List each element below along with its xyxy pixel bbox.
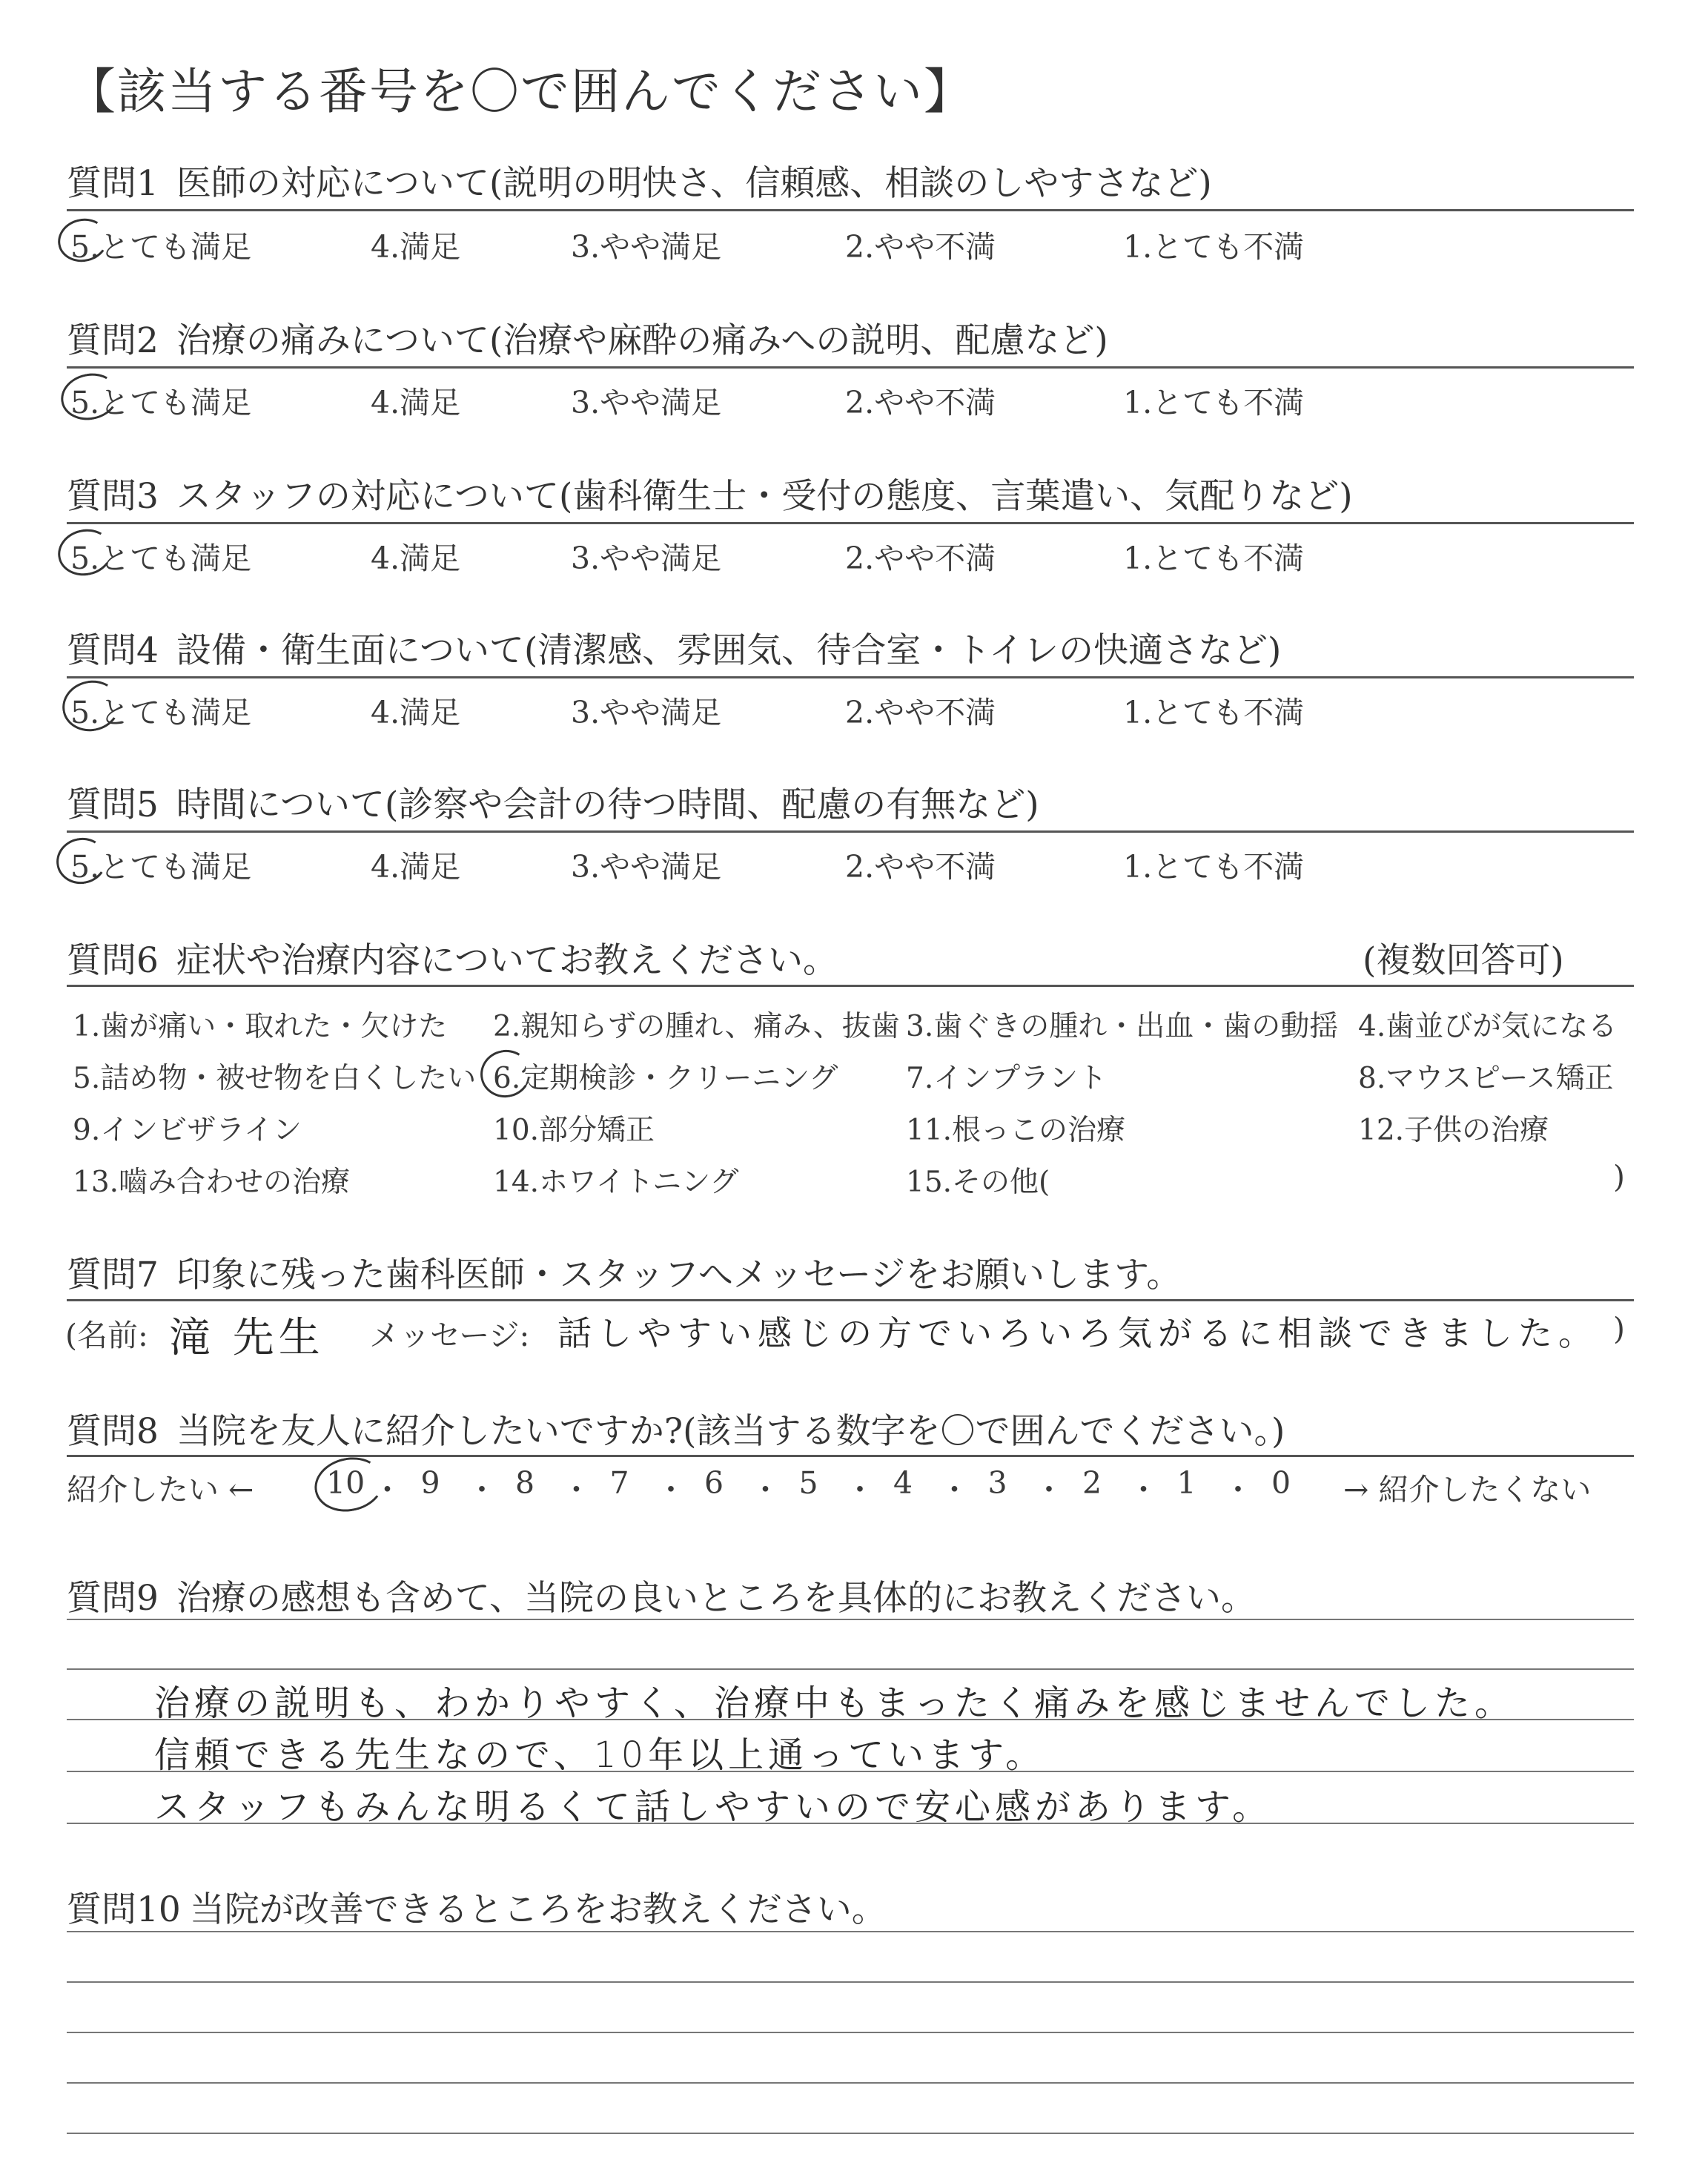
answer-text-line-2[interactable]: 信頼できる先生なので、10年以上通っています。 [154,1734,1046,1776]
divider [67,209,1634,211]
question-number: 質問8 [67,1411,159,1452]
scale-value-9[interactable]: 9 [420,1465,440,1501]
answer-line [67,2082,1634,2084]
q2-option-5[interactable]: 5.とても満足 [70,385,252,420]
scale-value-8[interactable]: 8 [515,1465,535,1501]
scale-separator: ・ [655,1472,686,1507]
q6-option-2[interactable]: 2.親知らずの腫れ、痛み、抜歯 [493,1010,900,1043]
divider [67,1455,1634,1457]
question-8 [67,1404,1285,1453]
answer-line [67,1668,1634,1670]
question-5 [67,777,1039,827]
question-text: スタッフの対応について(歯科衛生士・受付の態度、言葉遣い、気配りなど) [176,476,1353,517]
scale-value-6[interactable]: 6 [704,1465,724,1501]
q5-option-3[interactable]: 3.やや満足 [571,849,722,885]
name-label: (名前: [65,1318,148,1353]
q4-option-2[interactable]: 2.やや不満 [845,695,996,730]
answer-text-line-3[interactable]: スタッフもみんな明るくて話しやすいので安心感があります。 [154,1786,1273,1828]
divider [67,830,1634,833]
q1-option-3[interactable]: 3.やや満足 [571,229,722,265]
q5-option-1[interactable]: 1.とても不満 [1123,849,1305,885]
question-number: 質問5 [67,785,159,825]
scale-value-5[interactable]: 5 [798,1465,818,1501]
q6-option-8[interactable]: 8.マウスピース矯正 [1358,1062,1614,1095]
scale-separator: ・ [1128,1472,1159,1507]
scale-value-3[interactable]: 3 [987,1465,1007,1501]
question-text: 当院を友人に紹介したいですか?(該当する数字を〇で囲んでください。) [176,1411,1285,1452]
q6-option-15[interactable]: 15.その他( [906,1166,1050,1199]
scale-value-10[interactable]: 10 [326,1465,365,1501]
question-text: 印象に残った歯科医師・スタッフへメッセージをお願いします。 [176,1255,1182,1295]
question-3 [67,469,1353,518]
q1-option-5[interactable]: 5.とても満足 [70,229,252,265]
answer-line [67,2133,1634,2134]
q6-option-6[interactable]: 6.定期検診・クリーニング [493,1062,838,1095]
q6-option-13[interactable]: 13.嚙み合わせの治療 [73,1166,351,1199]
question-number: 質問2 [67,320,159,361]
answer-line [67,1931,1634,1932]
question-text: 治療の感想も含めて、当院の良いところを具体的にお教えください。 [176,1578,1256,1619]
scale-separator: ・ [466,1472,497,1507]
q2-option-2[interactable]: 2.やや不満 [845,385,996,420]
question-number: 質問1 [67,163,159,204]
question-6 [67,933,838,982]
q6-option-1[interactable]: 1.歯が痛い・取れた・欠けた [73,1010,448,1043]
question-number: 質問9 [67,1578,159,1619]
message-close-paren: ) [1613,1311,1625,1347]
question-number: 質問10 [67,1889,181,1930]
q6-option-11[interactable]: 11.根っこの治療 [906,1114,1126,1147]
q6-option-4[interactable]: 4.歯並びが気になる [1358,1010,1618,1043]
scale-value-0[interactable]: 0 [1271,1465,1291,1501]
q6-option-9[interactable]: 9.インビザライン [73,1114,302,1147]
question-4 [67,623,1281,673]
scale-value-2[interactable]: 2 [1082,1465,1102,1501]
question-number: 質問6 [67,940,159,981]
question-text: 当院が改善できるところをお教えください。 [189,1889,887,1930]
scale-value-1[interactable]: 1 [1176,1465,1196,1501]
answer-line [67,1619,1634,1620]
other-close-paren: ) [1613,1159,1625,1195]
q6-option-12[interactable]: 12.子供の治療 [1358,1114,1549,1147]
question-number: 質問3 [67,476,159,517]
q1-option-2[interactable]: 2.やや不満 [845,229,996,265]
recommend-right-label: → 紹介したくない [1343,1472,1592,1507]
q3-option-3[interactable]: 3.やや満足 [571,541,722,576]
question-text: 時間について(診察や会計の待つ時間、配慮の有無など) [176,785,1039,825]
page-title: 【該当する番号を〇で囲んでください】 [67,63,974,120]
q6-option-14[interactable]: 14.ホワイトニング [493,1166,739,1199]
message-label: メッセージ: [369,1318,530,1353]
question-text: 医師の対応について(説明の明快さ、信頼感、相談のしやすさなど) [176,163,1212,204]
answer-line [67,2032,1634,2033]
multi-answer-note: (複数回答可) [1363,940,1564,981]
q3-option-5[interactable]: 5.とても満足 [70,541,252,576]
q6-option-5[interactable]: 5.詰め物・被せ物を白くしたい [73,1062,477,1095]
question-7 [67,1247,1181,1297]
answer-line [67,1981,1634,1983]
question-1 [67,156,1212,205]
divider [67,676,1634,678]
question-text: 設備・衛生面について(清潔感、雰囲気、待合室・トイレの快適さなど) [176,630,1282,671]
q4-option-5[interactable]: 5.とても満足 [70,695,252,730]
q2-option-1[interactable]: 1.とても不満 [1123,385,1305,420]
scale-separator: ・ [1222,1472,1254,1507]
scale-separator: ・ [561,1472,592,1507]
q3-option-2[interactable]: 2.やや不満 [845,541,996,576]
q3-option-1[interactable]: 1.とても不満 [1123,541,1305,576]
scale-separator: ・ [750,1472,781,1507]
question-number: 質問7 [67,1255,159,1295]
q4-option-3[interactable]: 3.やや満足 [571,695,722,730]
question-text: 治療の痛みについて(治療や麻酔の痛みへの説明、配慮など) [176,320,1108,361]
scale-value-7[interactable]: 7 [609,1465,629,1501]
q5-option-4[interactable]: 4.満足 [371,849,461,885]
question-9 [67,1571,1256,1620]
divider [67,985,1634,987]
scale-separator: ・ [844,1472,875,1507]
q6-option-3[interactable]: 3.歯ぐきの腫れ・出血・歯の動揺 [906,1010,1339,1043]
q4-option-1[interactable]: 1.とても不満 [1123,695,1305,730]
question-10 [67,1882,887,1932]
divider [67,366,1634,369]
q5-option-5[interactable]: 5.とても満足 [70,849,252,885]
question-number: 質問4 [67,630,159,671]
answer-text-line-1[interactable]: 治療の説明も、わかりやすく、治療中もまったく痛みを感じませんでした。 [154,1682,1515,1724]
scale-separator: ・ [1033,1472,1065,1507]
name-value[interactable]: 滝 先生 [169,1314,325,1362]
message-value[interactable]: 話しやすい感じの方でいろいろ気がるに相談できました。 [557,1313,1598,1353]
q5-option-2[interactable]: 2.やや不満 [845,849,996,885]
q6-option-7[interactable]: 7.インプラント [906,1062,1108,1095]
scale-separator: ・ [939,1472,970,1507]
q6-option-10[interactable]: 10.部分矯正 [493,1114,655,1147]
scale-separator: ・ [372,1472,403,1507]
question-text: 症状や治療内容についてお教えください。 [176,940,838,981]
scale-value-4[interactable]: 4 [893,1465,913,1501]
recommend-left-label: 紹介したい ← [67,1472,254,1507]
divider [67,1299,1634,1301]
q1-option-4[interactable]: 4.満足 [371,229,461,265]
q2-option-3[interactable]: 3.やや満足 [571,385,722,420]
q2-option-4[interactable]: 4.満足 [371,385,461,420]
q4-option-4[interactable]: 4.満足 [371,695,461,730]
q3-option-4[interactable]: 4.満足 [371,541,461,576]
divider [67,522,1634,524]
question-2 [67,313,1108,363]
q1-option-1[interactable]: 1.とても不満 [1123,229,1305,265]
